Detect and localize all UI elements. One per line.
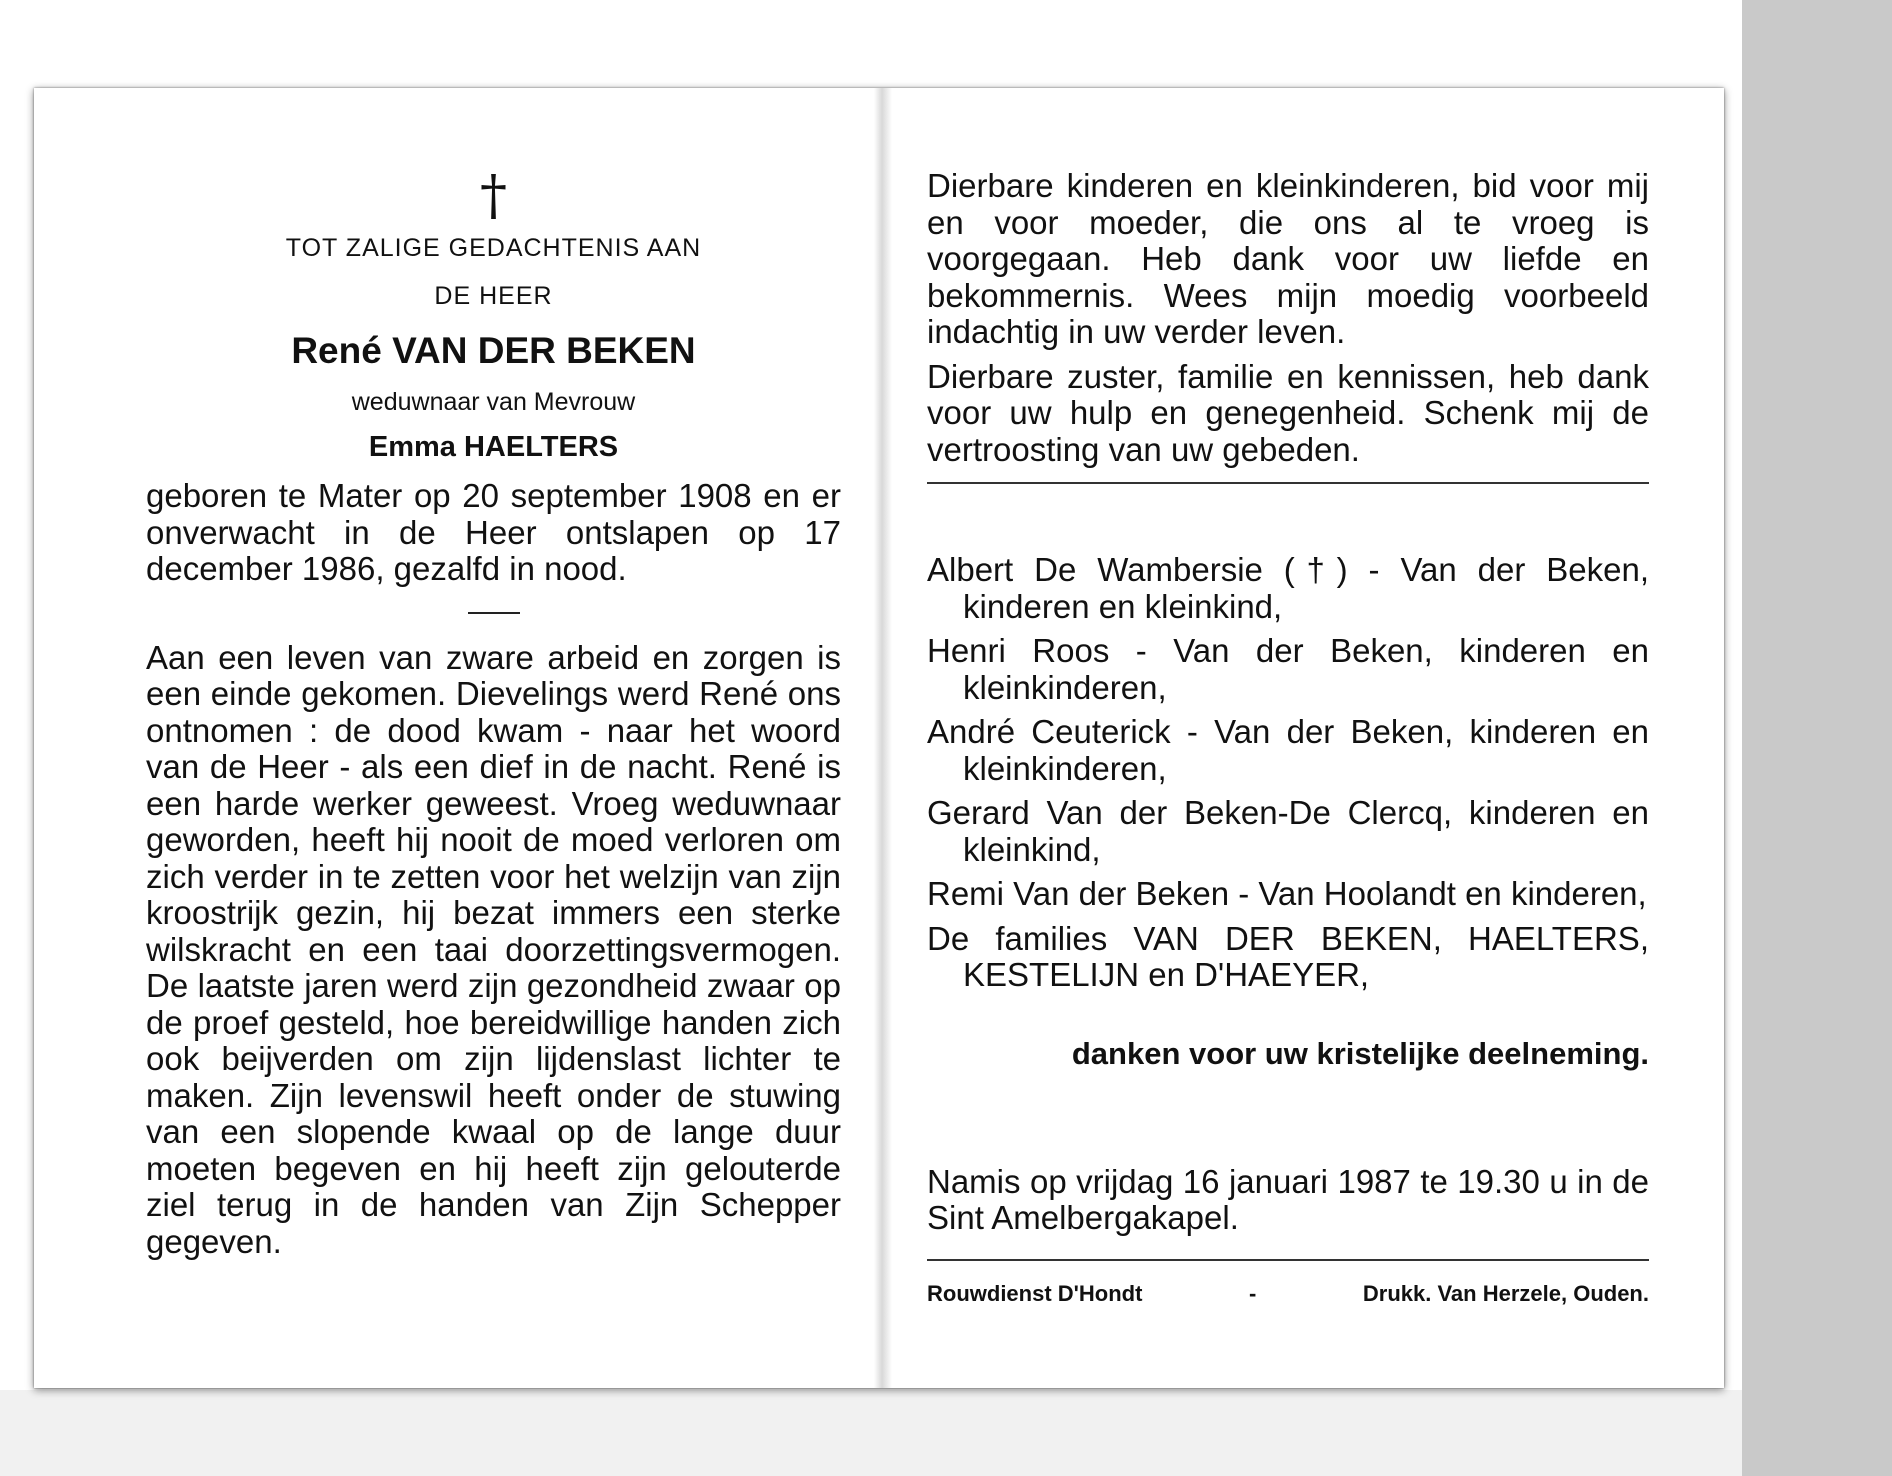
message-children: Dierbare kinderen en kleinkinderen, bid voor mij en voor moeder, die ons al te vroeg is voorgegaan. Heb dank voor uw liefde en bekommernis. Wees mijn moedig voorbeeld indachtig in uw verder leven. <box>927 167 1649 350</box>
family-entry: Albert De Wambersie (†) - Van der Beken, kinderen en kleinkind, <box>927 551 1649 625</box>
family-entry: Gerard Van der Beken-De Clercq, kinderen en kleinkind, <box>927 794 1649 868</box>
printer-separator: - <box>1249 1280 1257 1306</box>
heading-line2: DE HEER <box>434 282 553 310</box>
divider-rule <box>927 482 1649 484</box>
birth-death-text: geboren te Mater op 20 september 1908 en er onverwacht in de Heer ontslapen op 17 december 1986, gezalfd in nood. <box>146 477 841 587</box>
cross-icon: † <box>480 164 507 227</box>
funeral-home: Rouwdienst D'Hondt <box>927 1280 1143 1306</box>
memorial-card <box>34 88 1724 1388</box>
right-panel <box>927 168 1649 1307</box>
family-list <box>927 552 1649 994</box>
background-strip <box>1742 0 1892 1476</box>
tribute-text: Aan een leven van zware arbeid en zorgen is een einde gekomen. Dievelings werd René ons ontnomen : de dood kwam - naar het woord van de Heer - als een dief in de nacht. René is een harde werker geweest. Vroeg weduwnaar geworden, heeft hij nooit de moed verloren om zich verder in te zetten voor het welzijn van zijn kroostrijk gezin, hij bezat immers een sterke wilskracht en een taai doorzettingsvermogen. De laatste jaren werd zijn gezondheid zwaar op de proef gesteld, hoe bereidwillige handen zich ook beijverden om zijn lijdenslast lichter te maken. Zijn levenswil heeft onder de stuwing van een slopende kwaal op de lange duur moeten begeven en hij heeft zijn gelouterde ziel terug in de handen van Zijn Schepper gegeven. <box>146 638 841 1260</box>
background-band <box>0 1390 1742 1476</box>
spouse-name: Emma HAELTERS <box>368 431 619 463</box>
card-fold <box>874 88 892 1388</box>
printer-name: Drukk. Van Herzele, Ouden. <box>1362 1280 1649 1306</box>
message-family: Dierbare zuster, familie en kennissen, heb dank voor uw hulp en genegenheid. Schenk mij de vertroosting van uw gebeden. <box>927 357 1649 468</box>
family-entry: Henri Roos - Van der Beken, kinderen en kleinkinderen, <box>927 632 1649 706</box>
footer-rule <box>927 1259 1649 1261</box>
heading-line1: TOT ZALIGE GEDACHTENIS AAN <box>285 234 702 262</box>
family-entry: De families VAN DER BEKEN, HAELTERS, KESTELIJN en D'HAEYER, <box>927 919 1649 993</box>
printer-line <box>927 1281 1649 1307</box>
family-entry: Remi Van der Beken - Van Hoolandt en kinderen, <box>927 875 1647 912</box>
widower-line: weduwnaar van Mevrouw <box>351 388 636 416</box>
short-divider <box>468 612 520 614</box>
deceased-name: René VAN DER BEKEN <box>291 330 696 371</box>
left-panel <box>146 164 841 1260</box>
thanks-line: danken voor uw kristelijke deelneming. <box>1071 1035 1649 1071</box>
service-info: Namis op vrijdag 16 januari 1987 te 19.30 u in de Sint Amelbergakapel. <box>927 1162 1649 1236</box>
family-entry: André Ceuterick - Van der Beken, kinderen en kleinkinderen, <box>927 713 1649 787</box>
